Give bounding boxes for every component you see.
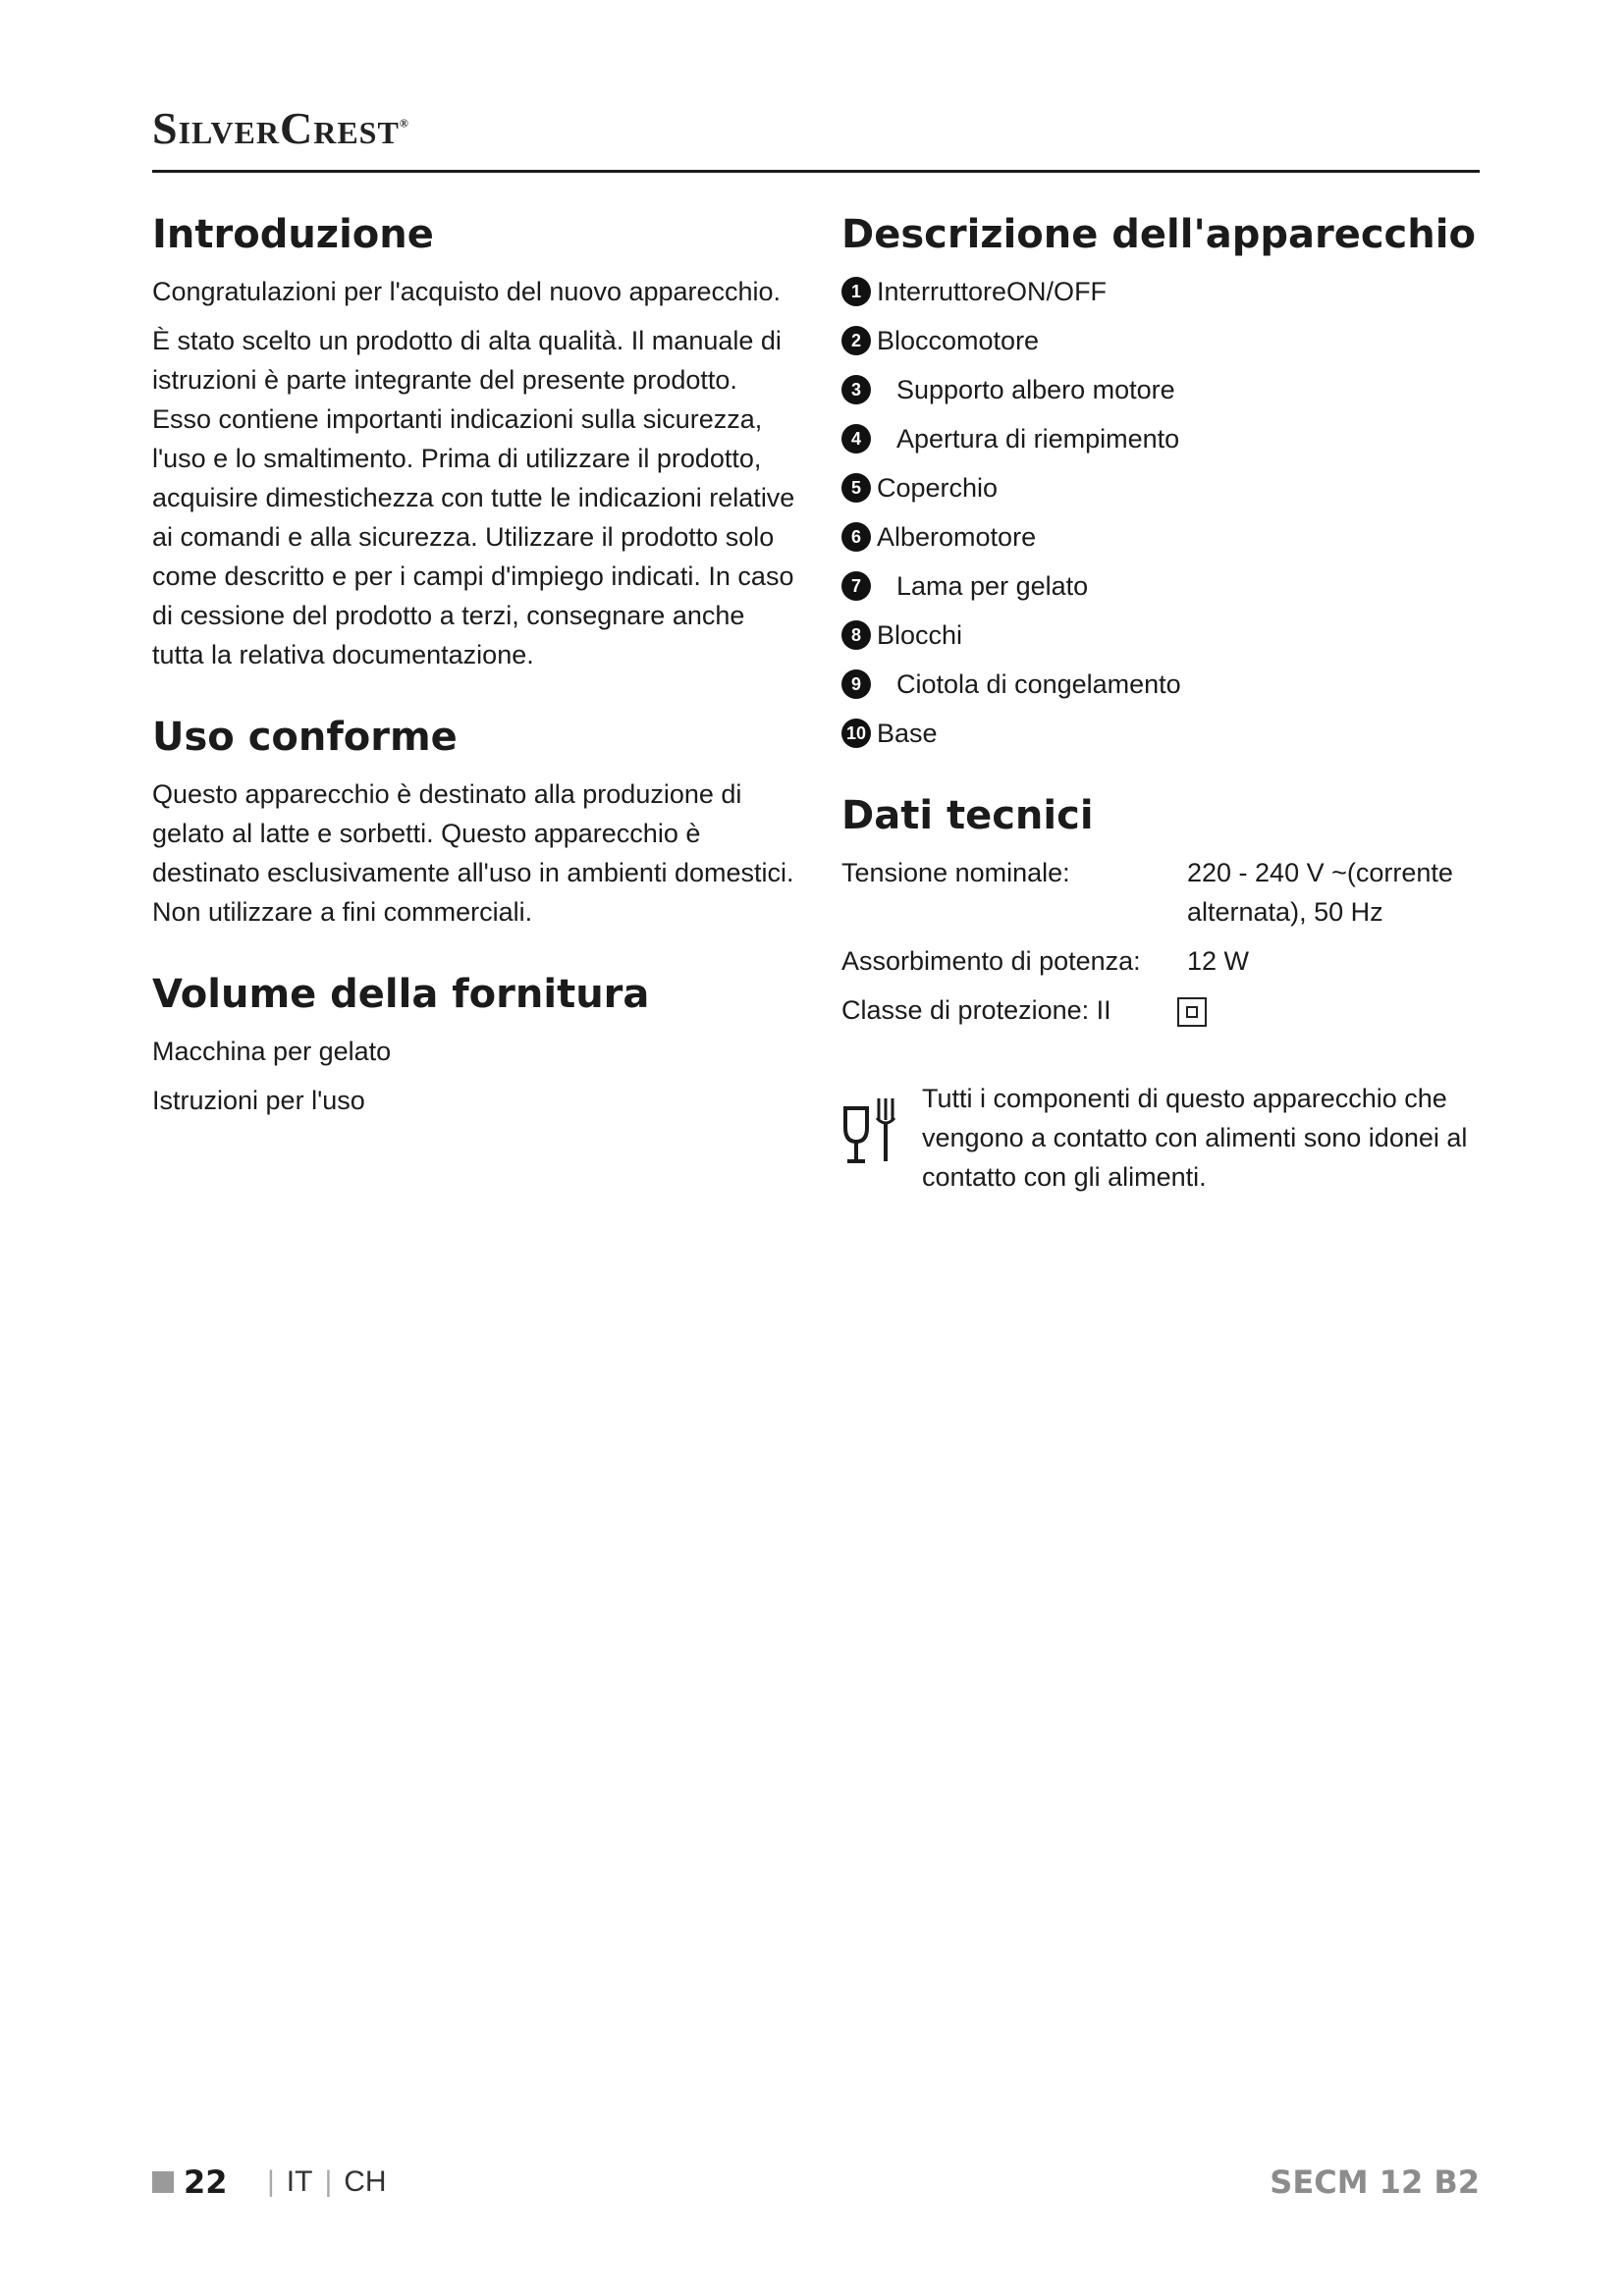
- number-badge-icon: 10: [841, 719, 871, 748]
- intro-title: Introduzione: [152, 212, 434, 257]
- number-badge-icon: 8: [841, 620, 871, 650]
- list-item: 5 Coperchio: [841, 468, 1489, 507]
- page-footer: [152, 2163, 1480, 2203]
- model-number: SECM 12 B2: [1270, 2163, 1480, 2201]
- list-item: 1 InterruttoreON/OFF: [841, 272, 1489, 311]
- intro-section: [152, 211, 800, 674]
- number-badge-icon: 5: [841, 473, 871, 503]
- food-note-text: Tutti i componenti di questo apparecchio che vengono a contatto con alimenti sono idonei al contatto con gli alimenti.: [922, 1084, 1468, 1192]
- spec-table: [841, 853, 1489, 1040]
- parts-list: [841, 272, 1489, 753]
- list-item: 10 Base: [841, 714, 1489, 753]
- list-item: 3 Supporto albero motore: [841, 370, 1489, 409]
- desc-title: Descrizione dell'apparecchio: [841, 212, 1476, 257]
- language-codes: | IT | CH: [267, 2165, 387, 2198]
- number-badge-icon: 9: [841, 669, 871, 699]
- list-item: 8 Blocchi: [841, 615, 1489, 655]
- list-item: 6 Alberomotore: [841, 517, 1489, 557]
- list-item: 2 Bloccomotore: [841, 321, 1489, 360]
- uso-title: Uso conforme: [152, 715, 458, 760]
- right-column: [841, 211, 1489, 1197]
- tech-title: Dati tecnici: [841, 793, 1094, 838]
- volume-section: [152, 971, 800, 1120]
- uso-paragraph: Questo apparecchio è destinato alla produzione di gelato al latte e sorbetti. Questo apparecchio è destinato esclusivamente all'uso in ambienti domestici. Non utilizzare a fini commerciali.: [152, 779, 794, 927]
- list-item: 7 Lama per gelato: [841, 566, 1489, 606]
- table-row: Tensione nominale: 220 - 240 V ~(corrente alternata), 50 Hz: [841, 858, 1453, 927]
- list-item: 4 Apertura di riempimento: [841, 419, 1489, 458]
- number-badge-icon: 1: [841, 277, 871, 306]
- volume-item-1: Macchina per gelato: [152, 1037, 392, 1066]
- number-badge-icon: 3: [841, 375, 871, 404]
- tech-section: [841, 792, 1489, 1040]
- volume-item-2: Istruzioni per l'uso: [152, 1086, 365, 1115]
- number-badge-icon: 7: [841, 571, 871, 601]
- table-row: Classe di protezione: II: [841, 990, 1489, 1040]
- left-column: [152, 211, 800, 1159]
- footer-square-icon: [152, 2171, 174, 2193]
- number-badge-icon: 6: [841, 522, 871, 552]
- header-rule: [152, 170, 1480, 173]
- table-row: Assorbimento di potenza: 12 W: [841, 946, 1250, 976]
- page-number: 22: [184, 2163, 228, 2201]
- food-contact-note: [841, 1079, 1489, 1197]
- food-safe-icon: [841, 1089, 910, 1167]
- volume-title: Volume della fornitura: [152, 972, 650, 1017]
- list-item: 9 Ciotola di congelamento: [841, 665, 1489, 704]
- intro-paragraph-1: Congratulazioni per l'acquisto del nuovo apparecchio.: [152, 277, 782, 306]
- number-badge-icon: 4: [841, 424, 871, 454]
- protection-class-ii-icon: [1177, 997, 1207, 1027]
- uso-section: [152, 714, 800, 932]
- brand-logo: SilverCrest®: [152, 103, 409, 153]
- intro-paragraph-2: È stato scelto un prodotto di alta qualità. Il manuale di istruzioni è parte integrante del presente prodotto. Esso contiene importanti indicazioni sulla sicurezza, l'uso e lo smaltimento. Prima di utilizzare il prodotto, acquisire dimestichezza con tutte le indicazioni relative ai comandi e alla sicurezza. Utilizzare il prodotto solo come descritto e per i campi d'impiego indicati. In caso di cessione del prodotto a terzi, consegnare anche tutta la relativa documentazione.: [152, 326, 795, 669]
- number-badge-icon: 2: [841, 326, 871, 355]
- desc-section: [841, 211, 1489, 753]
